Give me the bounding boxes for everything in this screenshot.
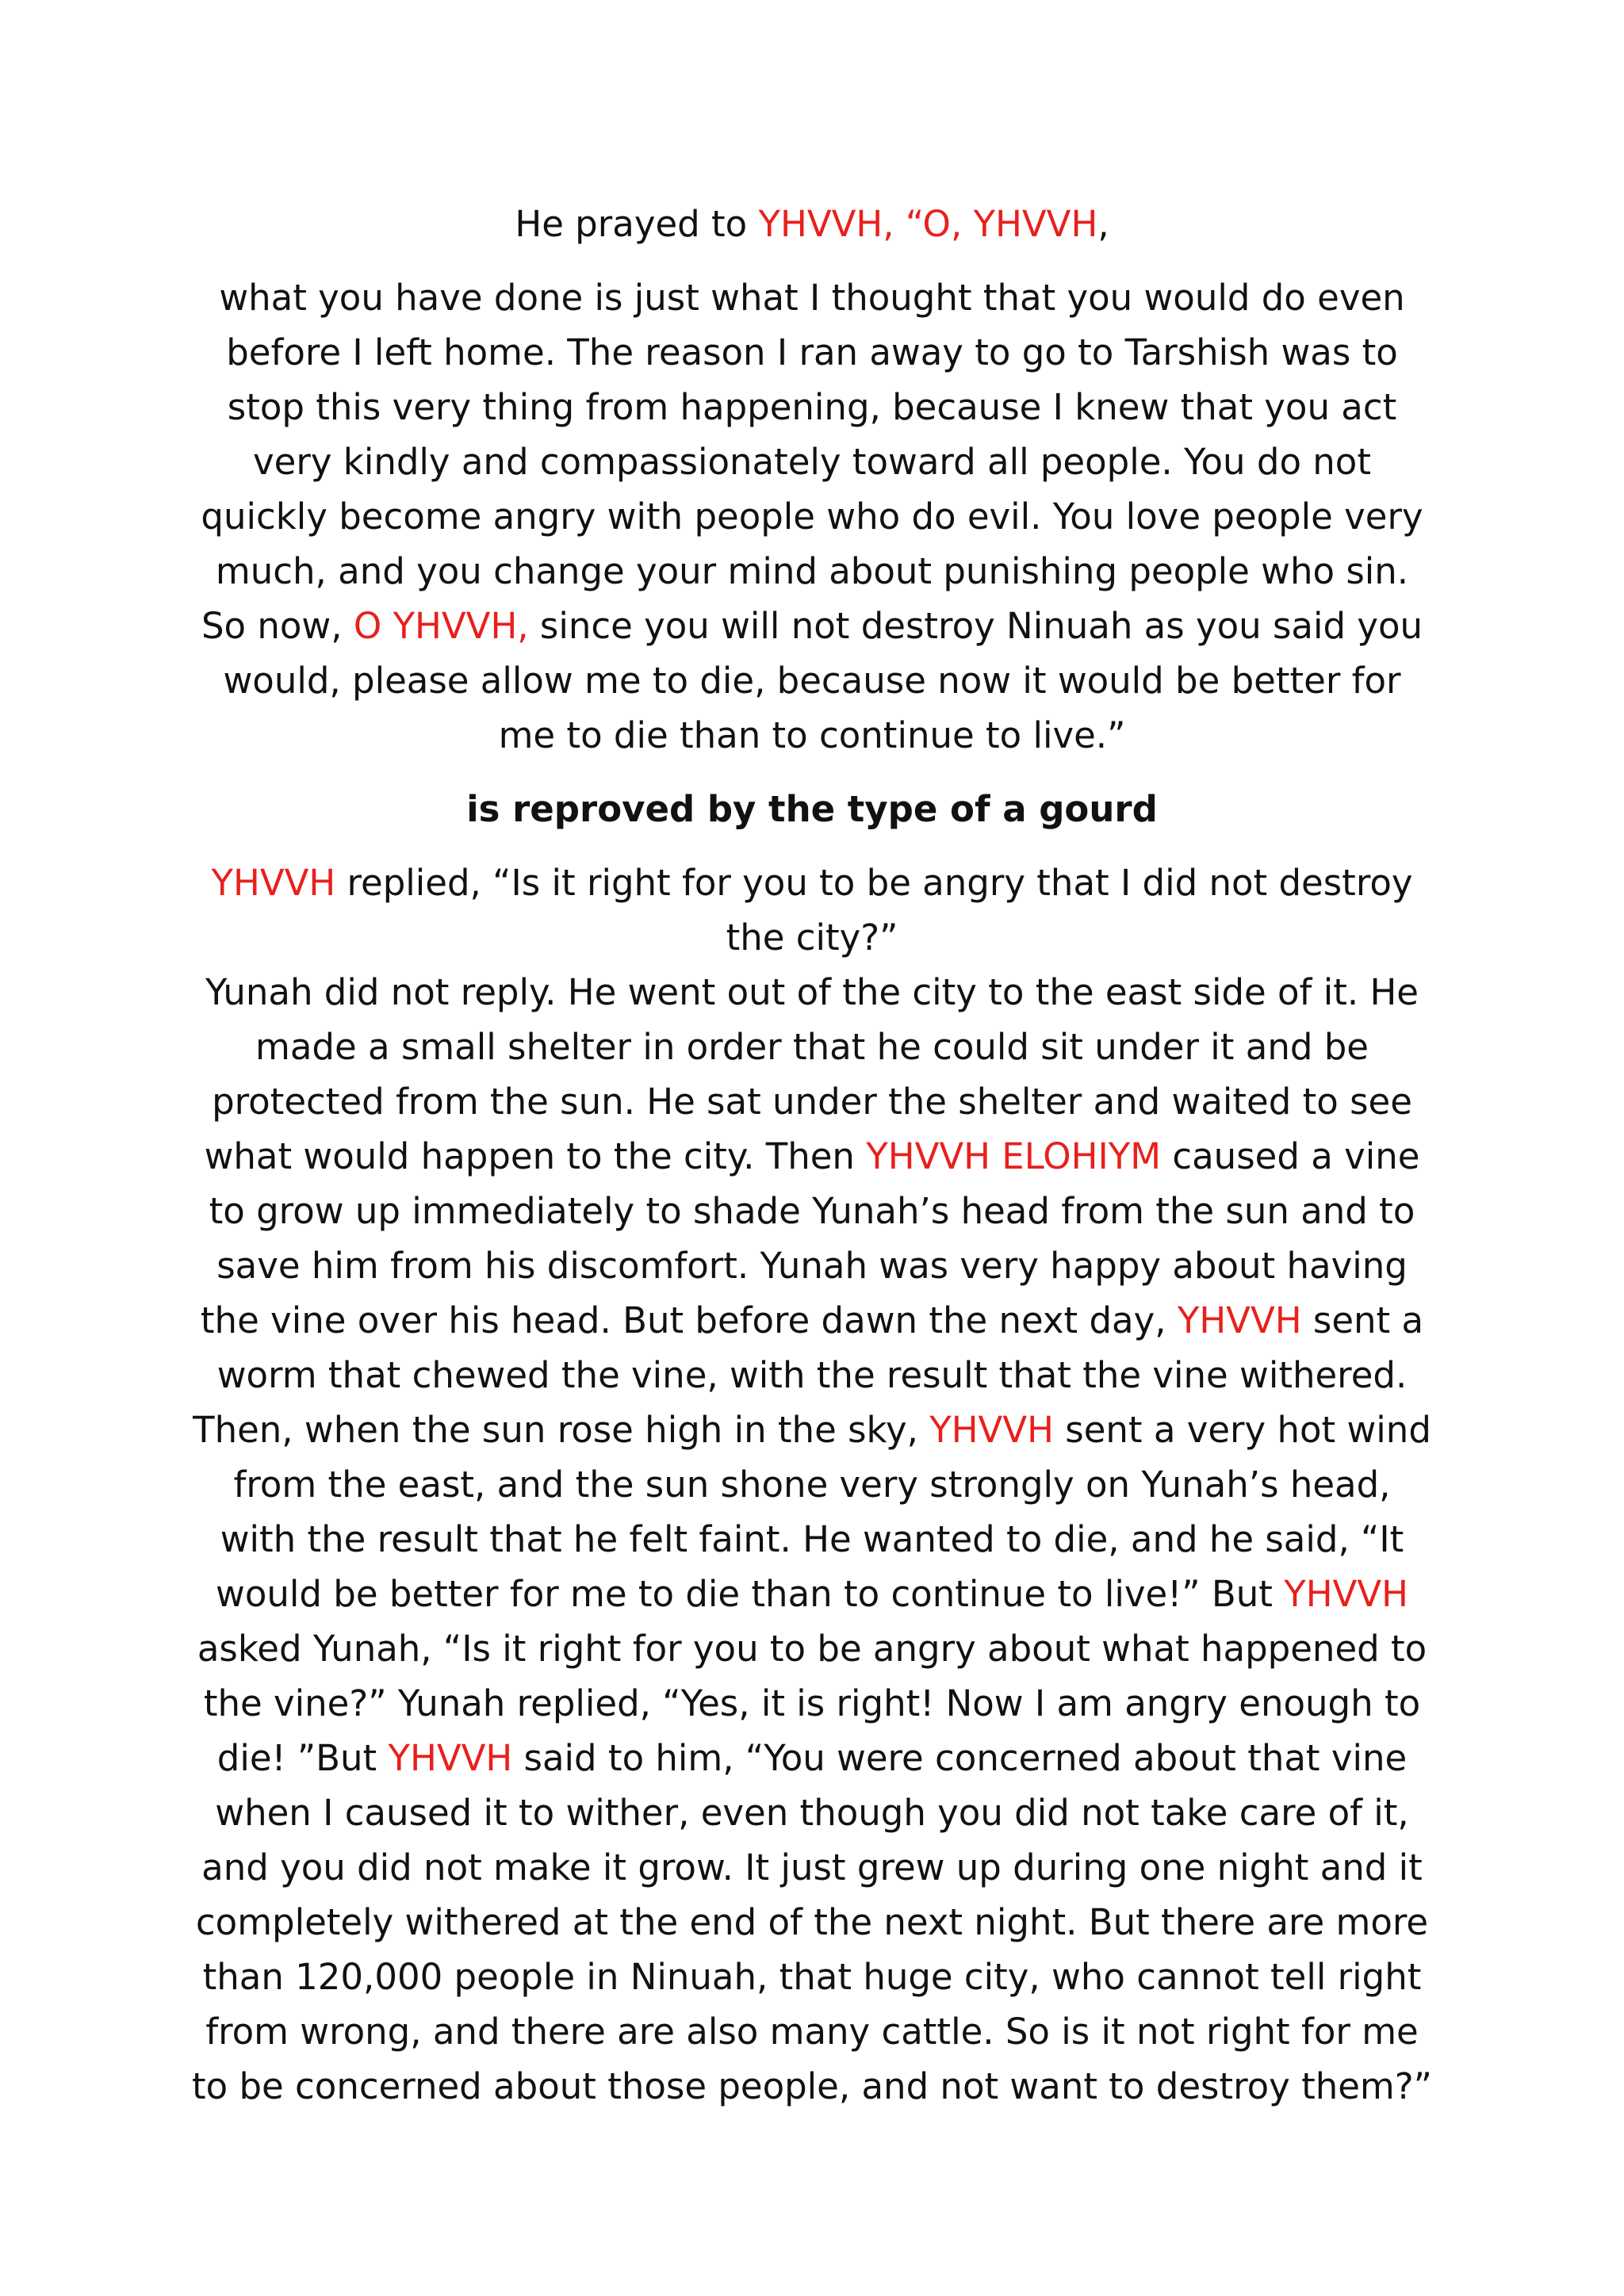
text-run: He prayed to: [515, 203, 759, 245]
narrative-paragraph: [190, 965, 1434, 2114]
divine-name: YHVVH: [1284, 1573, 1408, 1615]
divine-name: YHVVH: [388, 1737, 513, 1779]
section-heading: is reproved by the type of a gourd: [466, 788, 1158, 830]
text-run: sent a very hot wind from the east, and the sun shone very strongly on Yunah’s head, with the result that he felt faint. He wanted to die, and he said, “It would be better for me to die than to continue to live!” But: [216, 1409, 1431, 1615]
divine-name: YHVVH: [211, 862, 336, 904]
text-run: said to him, “You were concerned about that vine when I caused it to wither, even though you did not take care of it, and you did not make it grow. It just grew up during one night and it completely withered at the end of the next night. But there are more than 120,000 people in Ninuah, that huge city, who cannot tell right from wrong, and there are also many cattle. So is it not right for me to be concerned about those people, and not want to destroy them?”: [192, 1737, 1432, 2107]
prayer-paragraph: [190, 270, 1434, 763]
text-run: ,: [1097, 203, 1109, 245]
text-run: since you will not destroy Ninuah as you said you would, please allow me to die, because now it would be better for me to die than to continue to live.”: [223, 605, 1423, 756]
text-run: Yunah did not reply. He went out of the city to the east side of it. He made a small shelter in order that he could sit under it and be protected from the sun. He sat under the shelter and waited to see what would happen to the city. Then: [204, 971, 1419, 1177]
text-run: replied, “Is it right for you to be angry that I did not destroy the city?”: [335, 862, 1413, 959]
reply-paragraph: [190, 855, 1434, 965]
divine-name: YHVVH: [1177, 1299, 1302, 1341]
text-run: sent a worm that chewed the vine, with the result that the vine withered. Then, when the sun rose high in the sky,: [193, 1299, 1424, 1451]
divine-name: YHVVH ELOHIYM: [866, 1135, 1162, 1177]
text-run: what you have done is just what I thought that you would do even before I left home. The reason I ran away to go to Tarshish was to stop this very thing from happening, because I knew that you act very kindly and compassionately toward all people. You do not quickly become angry with people who do evil. You love people very much, and you change your mind about punishing people who sin. So now,: [201, 277, 1423, 647]
prayer-intro-line: [190, 197, 1434, 251]
text-run: asked Yunah, “Is it right for you to be angry about what happened to the vine?” Yunah replied, “Yes, it is right! Now I am angry enough to die! ”But: [197, 1628, 1427, 1779]
divine-name: YHVVH: [929, 1409, 1054, 1451]
text-run: caused a vine to grow up immediately to shade Yunah’s head from the sun and to save him from his discomfort. Yunah was very happy about having the vine over his head. But before dawn the next day,: [200, 1135, 1420, 1341]
document-page: [190, 197, 1434, 2114]
divine-name: YHVVH, “O, YHVVH: [758, 203, 1098, 245]
divine-name: O YHVVH,: [353, 605, 529, 647]
